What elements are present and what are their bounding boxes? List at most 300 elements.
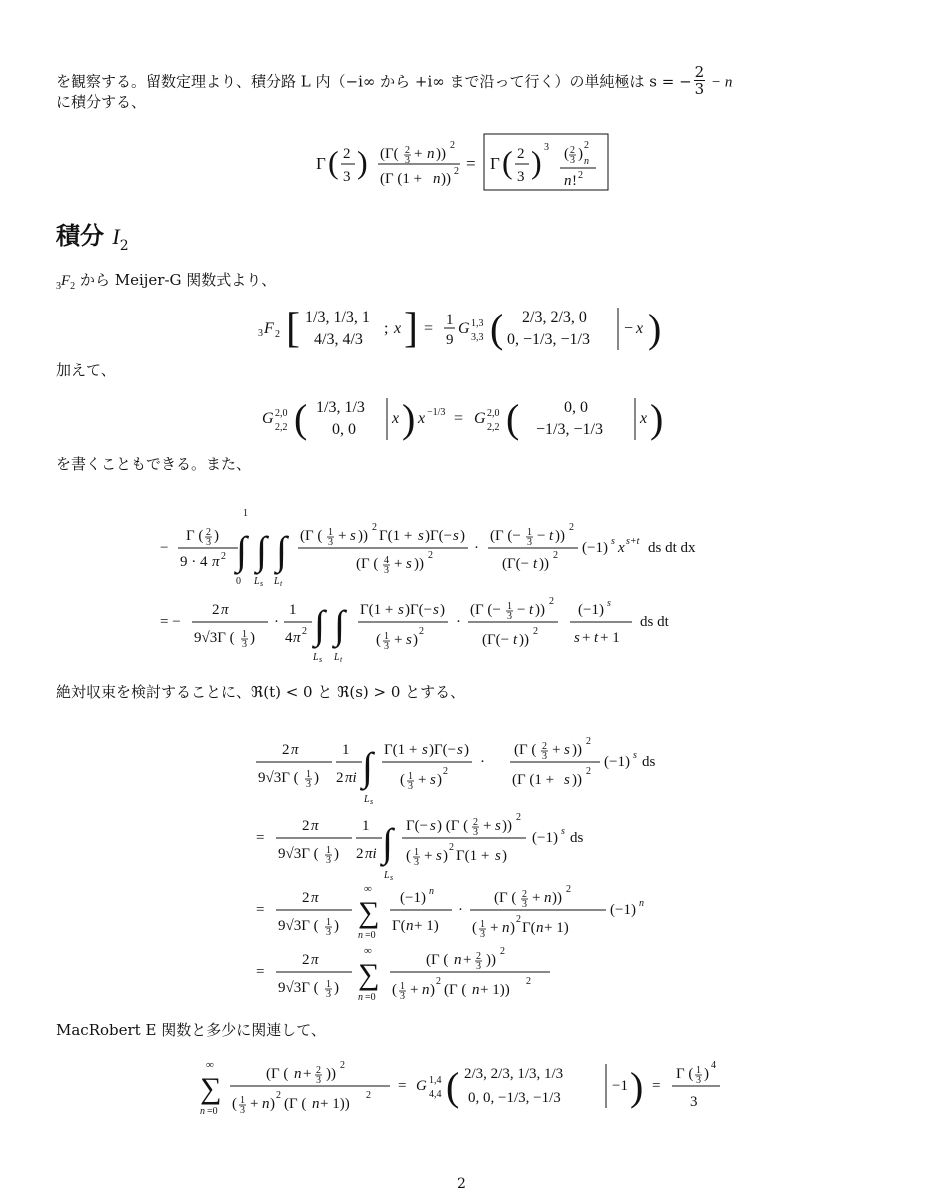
svg-text:(: ( xyxy=(392,982,397,998)
svg-text:G: G xyxy=(474,410,486,427)
svg-text:)): )) xyxy=(539,556,549,572)
svg-text:3: 3 xyxy=(507,611,512,622)
svg-text:(: ( xyxy=(406,848,411,864)
svg-text:F: F xyxy=(264,320,274,337)
svg-text:2: 2 xyxy=(275,329,280,340)
svg-text:t: t xyxy=(529,602,534,618)
svg-text:(−1): (−1) xyxy=(604,754,630,770)
svg-text:π: π xyxy=(311,952,319,968)
svg-text:;: ; xyxy=(384,320,389,337)
svg-text:π: π xyxy=(291,742,299,758)
svg-text:2: 2 xyxy=(526,976,531,987)
svg-text:(Γ (: (Γ ( xyxy=(426,952,449,968)
svg-text:s: s xyxy=(370,797,374,806)
svg-text:s: s xyxy=(430,772,436,788)
svg-text:π: π xyxy=(311,890,319,906)
svg-text:)Γ(−: )Γ(− xyxy=(405,602,433,618)
svg-text:3: 3 xyxy=(316,1075,321,1086)
svg-text:2: 2 xyxy=(419,626,424,637)
svg-text:= −: = − xyxy=(160,614,181,630)
svg-text:=: = xyxy=(454,410,464,427)
svg-text:2: 2 xyxy=(549,596,554,607)
svg-text:2: 2 xyxy=(405,145,410,156)
svg-text:)): )) xyxy=(555,528,565,544)
svg-text:+: + xyxy=(424,848,433,864)
svg-text:3: 3 xyxy=(384,565,389,576)
svg-text:): ) xyxy=(430,982,435,998)
svg-text:s: s xyxy=(564,772,570,788)
svg-text:2/3, 2/3, 0: 2/3, 2/3, 0 xyxy=(522,309,587,326)
svg-text:+: + xyxy=(250,1096,259,1112)
svg-text:=: = xyxy=(424,320,434,337)
svg-text:−: − xyxy=(517,602,526,618)
svg-text:2,0: 2,0 xyxy=(487,408,500,419)
svg-text:2: 2 xyxy=(586,766,591,777)
svg-text:n: n xyxy=(406,918,414,934)
svg-text:): ) xyxy=(357,144,368,180)
svg-text:n: n xyxy=(262,1096,270,1112)
svg-text:n: n xyxy=(454,952,462,968)
svg-text:s: s xyxy=(495,848,501,864)
svg-text:): ) xyxy=(578,146,583,162)
svg-text:9√3Γ (: 9√3Γ ( xyxy=(278,846,319,862)
svg-text:x: x xyxy=(640,410,648,427)
svg-text:(−1): (−1) xyxy=(582,540,608,556)
svg-text:3: 3 xyxy=(258,328,263,339)
svg-text:+: + xyxy=(303,1066,312,1082)
svg-text:2: 2 xyxy=(276,1090,281,1101)
svg-text:3: 3 xyxy=(696,1075,701,1086)
svg-text:3: 3 xyxy=(240,1105,245,1116)
svg-text:−1/3: −1/3 xyxy=(427,407,446,418)
svg-text:·: · xyxy=(274,614,279,630)
svg-text:1: 1 xyxy=(242,629,247,640)
svg-text:3: 3 xyxy=(326,855,331,866)
inline-fraction-den: 3 xyxy=(694,80,705,98)
svg-text:2: 2 xyxy=(206,527,211,538)
svg-text:s: s xyxy=(350,528,356,544)
svg-text:)): )) xyxy=(572,772,582,788)
svg-text:): ) xyxy=(630,1064,644,1109)
svg-text:4,4: 4,4 xyxy=(429,1089,442,1100)
svg-text:1: 1 xyxy=(326,845,331,856)
svg-text:)): )) xyxy=(441,171,451,187)
svg-text:(: ( xyxy=(294,396,308,441)
svg-text:L: L xyxy=(384,870,390,881)
equation-triple-integral xyxy=(150,502,790,674)
svg-text:)): )) xyxy=(502,818,512,834)
svg-text:s: s xyxy=(574,630,580,646)
svg-text:4/3, 4/3: 4/3, 4/3 xyxy=(314,331,363,348)
svg-text:3: 3 xyxy=(522,899,527,910)
svg-text:s+t: s+t xyxy=(626,536,640,547)
svg-text:x: x xyxy=(392,410,400,427)
svg-text:1: 1 xyxy=(362,818,370,834)
hypergeo-pre-index: 3 xyxy=(56,281,61,292)
svg-text:9√3Γ (: 9√3Γ ( xyxy=(278,918,319,934)
svg-text:∞: ∞ xyxy=(364,945,372,957)
svg-text:1: 1 xyxy=(243,508,248,519)
svg-text:n: n xyxy=(358,930,363,941)
equation-hypergeometric xyxy=(250,300,680,360)
svg-text:1: 1 xyxy=(446,312,454,328)
svg-text:0, −1/3, −1/3: 0, −1/3, −1/3 xyxy=(507,331,590,348)
svg-text:G: G xyxy=(458,320,470,337)
svg-text:)): )) xyxy=(535,602,545,618)
svg-text:9√3Γ (: 9√3Γ ( xyxy=(194,630,235,646)
svg-text:3: 3 xyxy=(242,639,247,650)
svg-text:π: π xyxy=(212,554,220,570)
svg-text:2: 2 xyxy=(316,1065,321,1076)
svg-text:∑: ∑ xyxy=(358,896,380,929)
svg-text:)Γ(−: )Γ(− xyxy=(429,742,457,758)
paragraph-residue-text: を観察する。留数定理より、積分路 L 内（−i∞ から +i∞ まで沿って行く）の単純極は s = − xyxy=(56,72,692,91)
svg-text:1: 1 xyxy=(527,527,532,538)
paragraph-residue xyxy=(56,63,733,99)
svg-text:+ 1): + 1) xyxy=(414,918,439,934)
svg-text:1: 1 xyxy=(480,919,485,930)
svg-text:∫: ∫ xyxy=(236,528,247,573)
svg-text:Γ(: Γ( xyxy=(392,918,406,934)
svg-text:s: s xyxy=(260,579,264,588)
svg-text:t: t xyxy=(533,556,538,572)
svg-text:+ 1)): + 1)) xyxy=(320,1096,350,1112)
svg-text:9: 9 xyxy=(446,332,454,348)
svg-text:πi: πi xyxy=(365,846,377,862)
svg-text:): ) xyxy=(334,918,339,934)
svg-text:∫: ∫ xyxy=(276,528,287,573)
svg-text:1: 1 xyxy=(414,847,419,858)
svg-text:): ) xyxy=(314,770,319,786)
svg-text:1: 1 xyxy=(326,979,331,990)
svg-text:=: = xyxy=(398,1078,407,1094)
section-heading-title: 積分 xyxy=(56,221,104,250)
svg-text:s: s xyxy=(607,598,611,609)
svg-text:Γ(: Γ( xyxy=(522,920,536,936)
svg-text:2: 2 xyxy=(450,140,455,151)
svg-text:2: 2 xyxy=(569,522,574,533)
svg-text:(−1): (−1) xyxy=(400,890,426,906)
svg-text:t: t xyxy=(280,579,283,588)
svg-text:t: t xyxy=(340,655,343,664)
svg-text:2: 2 xyxy=(282,742,290,758)
svg-text:0, 0, −1/3, −1/3: 0, 0, −1/3, −1/3 xyxy=(468,1090,561,1106)
svg-text:(: ( xyxy=(232,1096,237,1112)
svg-text:Γ(1 +: Γ(1 + xyxy=(456,848,490,864)
svg-text:4: 4 xyxy=(285,630,293,646)
svg-text:(Γ(−: (Γ(− xyxy=(502,556,530,572)
svg-text:L: L xyxy=(364,794,370,805)
svg-text:Γ (: Γ ( xyxy=(676,1066,694,1082)
svg-text:Γ: Γ xyxy=(490,154,500,173)
svg-text:1: 1 xyxy=(289,602,297,618)
svg-text:+: + xyxy=(394,632,403,648)
svg-text:·: · xyxy=(474,540,479,556)
svg-text:s: s xyxy=(453,528,459,544)
svg-text:L: L xyxy=(254,576,260,587)
equation-macrobert xyxy=(190,1050,750,1130)
svg-text:0, 0: 0, 0 xyxy=(564,399,588,416)
svg-text:2: 2 xyxy=(302,890,310,906)
svg-text:(: ( xyxy=(446,1064,460,1109)
svg-text:3: 3 xyxy=(517,169,525,185)
svg-text:π: π xyxy=(293,630,301,646)
svg-text:∑: ∑ xyxy=(200,1072,222,1105)
svg-text:+: + xyxy=(490,920,499,936)
paragraph-convergence: 絶対収束を検討することに、ℜ(t) < 0 と ℜ(s) > 0 とする、 xyxy=(56,683,466,701)
svg-text:s: s xyxy=(564,742,570,758)
svg-text:2: 2 xyxy=(473,817,478,828)
svg-text:s: s xyxy=(611,536,615,547)
svg-text:2,2: 2,2 xyxy=(275,422,288,433)
svg-text:): ) xyxy=(437,772,442,788)
svg-text:1: 1 xyxy=(342,742,350,758)
svg-text:9√3Γ (: 9√3Γ ( xyxy=(278,980,319,996)
svg-text:n: n xyxy=(536,920,544,936)
svg-text:Γ(1 +: Γ(1 + xyxy=(360,602,394,618)
svg-text:(−1): (−1) xyxy=(610,902,636,918)
svg-text:1: 1 xyxy=(696,1065,701,1076)
svg-text:): ) xyxy=(464,742,469,758)
svg-text:2: 2 xyxy=(443,766,448,777)
svg-text:+: + xyxy=(582,630,591,646)
svg-text:x: x xyxy=(636,320,644,337)
svg-text:G: G xyxy=(262,410,274,427)
svg-text:2: 2 xyxy=(302,626,307,637)
svg-text:2: 2 xyxy=(221,551,226,562)
svg-text:): ) xyxy=(648,306,662,351)
svg-text:(: ( xyxy=(376,632,381,648)
svg-text:) (Γ (: ) (Γ ( xyxy=(437,818,469,834)
svg-text:∫: ∫ xyxy=(382,820,393,865)
svg-text:2: 2 xyxy=(454,166,459,177)
svg-text:2: 2 xyxy=(516,914,521,925)
svg-text:−1: −1 xyxy=(612,1078,628,1094)
svg-text:n: n xyxy=(312,1096,320,1112)
svg-text:s: s xyxy=(561,826,565,837)
svg-text:n: n xyxy=(584,156,589,167)
svg-text:(: ( xyxy=(502,144,513,180)
svg-text:1: 1 xyxy=(240,1095,245,1106)
svg-text:·: · xyxy=(458,902,463,918)
svg-text:!: ! xyxy=(572,173,577,189)
svg-text:3: 3 xyxy=(400,991,405,1002)
svg-text:3: 3 xyxy=(542,751,547,762)
svg-text:(Γ (: (Γ ( xyxy=(356,556,379,572)
paragraph-residue-line2: に積分する、 xyxy=(56,93,147,111)
svg-text:2: 2 xyxy=(542,741,547,752)
paragraph-meijer xyxy=(56,270,276,297)
svg-text:∫: ∫ xyxy=(314,602,325,647)
svg-text:0, 0: 0, 0 xyxy=(332,421,356,438)
section-heading-symbol: I xyxy=(112,224,120,249)
svg-text:t: t xyxy=(513,632,518,648)
paragraph-meijer-text: から Meijer-G 関数式より、 xyxy=(79,271,277,289)
svg-text:n: n xyxy=(294,1066,302,1082)
svg-text:π: π xyxy=(311,818,319,834)
svg-text:): ) xyxy=(250,630,255,646)
svg-text:Γ(1 +: Γ(1 + xyxy=(379,528,413,544)
svg-text:2: 2 xyxy=(356,846,364,862)
svg-text:s: s xyxy=(406,632,412,648)
svg-text:): ) xyxy=(334,846,339,862)
svg-text:1: 1 xyxy=(326,917,331,928)
svg-text:(Γ (: (Γ ( xyxy=(514,742,537,758)
svg-text:n: n xyxy=(358,992,363,1003)
svg-text:πi: πi xyxy=(345,770,357,786)
svg-text:s: s xyxy=(436,848,442,864)
svg-text:=0: =0 xyxy=(207,1106,218,1117)
svg-text:Γ (: Γ ( xyxy=(186,528,204,544)
svg-text:2,0: 2,0 xyxy=(275,408,288,419)
svg-text:+: + xyxy=(394,556,403,572)
svg-text:1: 1 xyxy=(384,631,389,642)
svg-text:3: 3 xyxy=(544,142,549,153)
svg-text:(: ( xyxy=(506,396,520,441)
svg-text:(: ( xyxy=(472,920,477,936)
svg-text:x: x xyxy=(618,540,625,556)
svg-text:2: 2 xyxy=(522,889,527,900)
svg-text:+ 1)): + 1)) xyxy=(480,982,510,998)
svg-text:3: 3 xyxy=(343,169,351,185)
svg-text:+: + xyxy=(410,982,419,998)
svg-text:3: 3 xyxy=(570,155,575,166)
svg-text:2: 2 xyxy=(500,946,505,957)
svg-text:·: · xyxy=(480,754,485,770)
svg-text:=: = xyxy=(256,830,265,846)
svg-text:s: s xyxy=(422,742,428,758)
svg-text:π: π xyxy=(221,602,229,618)
svg-text:n: n xyxy=(472,982,480,998)
inline-fraction xyxy=(694,64,706,97)
svg-text:∑: ∑ xyxy=(358,958,380,991)
svg-text:=: = xyxy=(466,154,476,173)
svg-text:)): )) xyxy=(572,742,582,758)
svg-text:3: 3 xyxy=(405,155,410,166)
svg-text:2: 2 xyxy=(302,952,310,968)
svg-text:=: = xyxy=(256,902,265,918)
svg-text:=0: =0 xyxy=(365,992,376,1003)
svg-text:1: 1 xyxy=(408,771,413,782)
svg-text:+: + xyxy=(463,952,472,968)
svg-text:1,3: 1,3 xyxy=(471,318,484,329)
hypergeo-sub-index: 2 xyxy=(70,281,76,292)
svg-text:(−1): (−1) xyxy=(532,830,558,846)
svg-text:3: 3 xyxy=(326,989,331,1000)
svg-text:t: t xyxy=(594,630,599,646)
svg-text:L: L xyxy=(334,652,340,663)
svg-text:3: 3 xyxy=(473,827,478,838)
svg-text:x: x xyxy=(418,410,426,427)
svg-text:2/3, 2/3, 1/3, 1/3: 2/3, 2/3, 1/3, 1/3 xyxy=(464,1066,564,1082)
svg-text:s: s xyxy=(457,742,463,758)
svg-text:): ) xyxy=(650,396,664,441)
svg-text:s: s xyxy=(319,655,323,664)
svg-text:2: 2 xyxy=(476,951,481,962)
inline-tail: − n xyxy=(707,74,733,91)
svg-text:): ) xyxy=(502,848,507,864)
svg-text:2: 2 xyxy=(428,550,433,561)
svg-text:)): )) xyxy=(414,556,424,572)
svg-text:G: G xyxy=(416,1078,427,1094)
svg-text:n: n xyxy=(639,898,644,909)
svg-text:): ) xyxy=(214,528,219,544)
equation-meijer-shift xyxy=(250,390,680,450)
svg-text:4: 4 xyxy=(384,555,389,566)
svg-text:s: s xyxy=(430,818,436,834)
svg-text:4: 4 xyxy=(711,1060,716,1071)
svg-text:−1/3, −1/3: −1/3, −1/3 xyxy=(536,421,603,438)
svg-text:−: − xyxy=(537,528,546,544)
svg-text:2: 2 xyxy=(372,522,377,533)
svg-text:=: = xyxy=(652,1078,661,1094)
svg-text:(: ( xyxy=(490,306,504,351)
svg-text:∫: ∫ xyxy=(334,602,345,647)
svg-text:(: ( xyxy=(328,144,339,180)
svg-text:2: 2 xyxy=(553,550,558,561)
svg-text:∫: ∫ xyxy=(362,744,373,789)
svg-text:): ) xyxy=(413,632,418,648)
svg-text:): ) xyxy=(704,1066,709,1082)
equation-residue xyxy=(310,128,620,198)
svg-text:3: 3 xyxy=(326,927,331,938)
svg-text:n: n xyxy=(200,1106,205,1117)
svg-text:): ) xyxy=(460,528,465,544)
svg-text:Γ: Γ xyxy=(316,154,326,173)
svg-text:=0: =0 xyxy=(365,930,376,941)
svg-text:)): )) xyxy=(552,890,562,906)
svg-text:∞: ∞ xyxy=(206,1059,214,1071)
svg-text:9√3Γ (: 9√3Γ ( xyxy=(258,770,299,786)
svg-text:+: + xyxy=(483,818,492,834)
svg-text:3,3: 3,3 xyxy=(471,332,484,343)
svg-text:3: 3 xyxy=(328,537,333,548)
svg-text:2: 2 xyxy=(336,770,344,786)
svg-text:·: · xyxy=(456,614,461,630)
svg-text:(Γ (: (Γ ( xyxy=(266,1066,289,1082)
svg-text:+ 1): + 1) xyxy=(544,920,569,936)
svg-text:2: 2 xyxy=(517,146,525,162)
svg-text:1/3, 1/3: 1/3, 1/3 xyxy=(316,399,365,416)
svg-text:s: s xyxy=(433,602,439,618)
svg-text:ds dt: ds dt xyxy=(640,614,669,630)
svg-text:)): )) xyxy=(436,146,446,162)
svg-text:+: + xyxy=(338,528,347,544)
svg-text:Γ(1 +: Γ(1 + xyxy=(384,742,418,758)
svg-text:(−1): (−1) xyxy=(578,602,604,618)
svg-text:n: n xyxy=(433,171,441,187)
svg-text:3: 3 xyxy=(690,1094,698,1110)
svg-text:): ) xyxy=(531,144,542,180)
svg-text:): ) xyxy=(443,848,448,864)
svg-text:(Γ (−: (Γ (− xyxy=(490,528,521,544)
svg-text:3: 3 xyxy=(480,929,485,940)
svg-text:+: + xyxy=(532,890,541,906)
svg-text:ds: ds xyxy=(570,830,584,846)
svg-text:−: − xyxy=(160,540,169,556)
section-heading xyxy=(56,216,129,254)
svg-text:2: 2 xyxy=(533,626,538,637)
paragraph-can-write: を書くこともできる。また、 xyxy=(56,455,252,473)
svg-text:1,4: 1,4 xyxy=(429,1075,442,1086)
svg-text:(Γ (: (Γ ( xyxy=(494,890,517,906)
svg-text:(Γ (1 +: (Γ (1 + xyxy=(512,772,555,788)
svg-text:+ 1: + 1 xyxy=(600,630,620,646)
svg-text:2: 2 xyxy=(366,1090,371,1101)
svg-text:n: n xyxy=(427,146,435,162)
svg-text:s: s xyxy=(633,750,637,761)
svg-text:3: 3 xyxy=(306,779,311,790)
